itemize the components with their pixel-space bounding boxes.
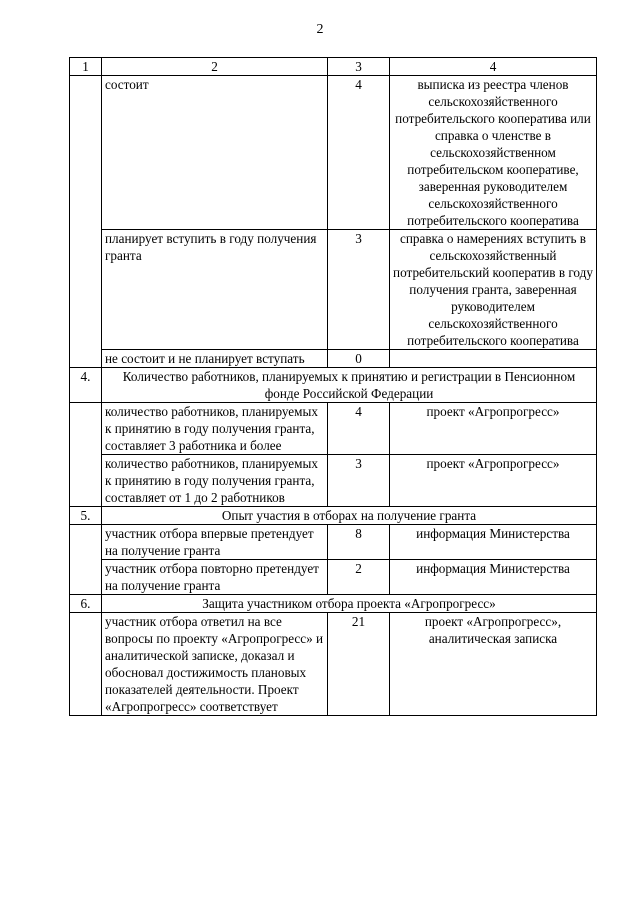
document-cell: информация Министерства [390, 525, 597, 560]
score-cell: 3 [328, 455, 390, 507]
table-row [70, 613, 597, 716]
table-row [70, 76, 597, 230]
section-number-spacer [70, 403, 102, 507]
table-row [70, 455, 597, 507]
score-cell: 4 [328, 76, 390, 230]
section-number: 6. [70, 595, 102, 613]
criterion-cell: состоит [102, 76, 328, 230]
header-cell: 4 [390, 58, 597, 76]
header-row [70, 58, 597, 76]
table-row [70, 560, 597, 595]
criterion-cell: не состоит и не планирует вступать [102, 350, 328, 368]
criterion-cell: планирует вступить в году получения гранта [102, 230, 328, 350]
section-title: Защита участником отбора проекта «Агропрогресс» [102, 595, 597, 613]
criterion-cell: количество работников, планируемых к принятию в году получения гранта, составляет 3 работника и более [102, 403, 328, 455]
section-title: Количество работников, планируемых к принятию и регистрации в Пенсионном фонде Российской Федерации [102, 368, 597, 403]
criterion-cell: участник отбора повторно претендует на получение гранта [102, 560, 328, 595]
criteria-table [69, 57, 597, 716]
table-row [70, 403, 597, 455]
page-number: 2 [316, 22, 324, 37]
document-cell: справка о намерениях вступить в сельскохозяйственный потребительский кооператив в году получения гранта, заверенная руководителем сельскохозяйственного потребительского кооператива [390, 230, 597, 350]
score-cell: 2 [328, 560, 390, 595]
header-cell: 3 [328, 58, 390, 76]
section-row [70, 507, 597, 525]
score-cell: 21 [328, 613, 390, 716]
section-title: Опыт участия в отборах на получение гранта [102, 507, 597, 525]
section-number-spacer [70, 525, 102, 595]
score-cell: 0 [328, 350, 390, 368]
table-row [70, 350, 597, 368]
table-row [70, 525, 597, 560]
criterion-cell: участник отбора впервые претендует на получение гранта [102, 525, 328, 560]
header-cell: 1 [70, 58, 102, 76]
criterion-cell: количество работников, планируемых к принятию в году получения гранта, составляет от 1 до 2 работников [102, 455, 328, 507]
score-cell: 4 [328, 403, 390, 455]
section-number-spacer [70, 613, 102, 716]
table-row [70, 230, 597, 350]
document-cell [390, 350, 597, 368]
document-cell: проект «Агропрогресс», аналитическая записка [390, 613, 597, 716]
section-row [70, 368, 597, 403]
document-cell: проект «Агропрогресс» [390, 403, 597, 455]
document-cell: выписка из реестра членов сельскохозяйственного потребительского кооператива или справка о членстве в сельскохозяйственном потребительском кооперативе, заверенная руководителем сельскохозяйственного потребительского кооператива [390, 76, 597, 230]
score-cell: 3 [328, 230, 390, 350]
document-cell: проект «Агропрогресс» [390, 455, 597, 507]
score-cell: 8 [328, 525, 390, 560]
section-row [70, 595, 597, 613]
section-number: 4. [70, 368, 102, 403]
section-number [70, 76, 102, 368]
section-number: 5. [70, 507, 102, 525]
document-cell: информация Министерства [390, 560, 597, 595]
header-cell: 2 [102, 58, 328, 76]
criterion-cell: участник отбора ответил на все вопросы по проекту «Агропрогресс» и аналитической записке, доказал и обосновал достижимость плановых показателей деятельности. Проект «Агропрогресс» соответствует [102, 613, 328, 716]
